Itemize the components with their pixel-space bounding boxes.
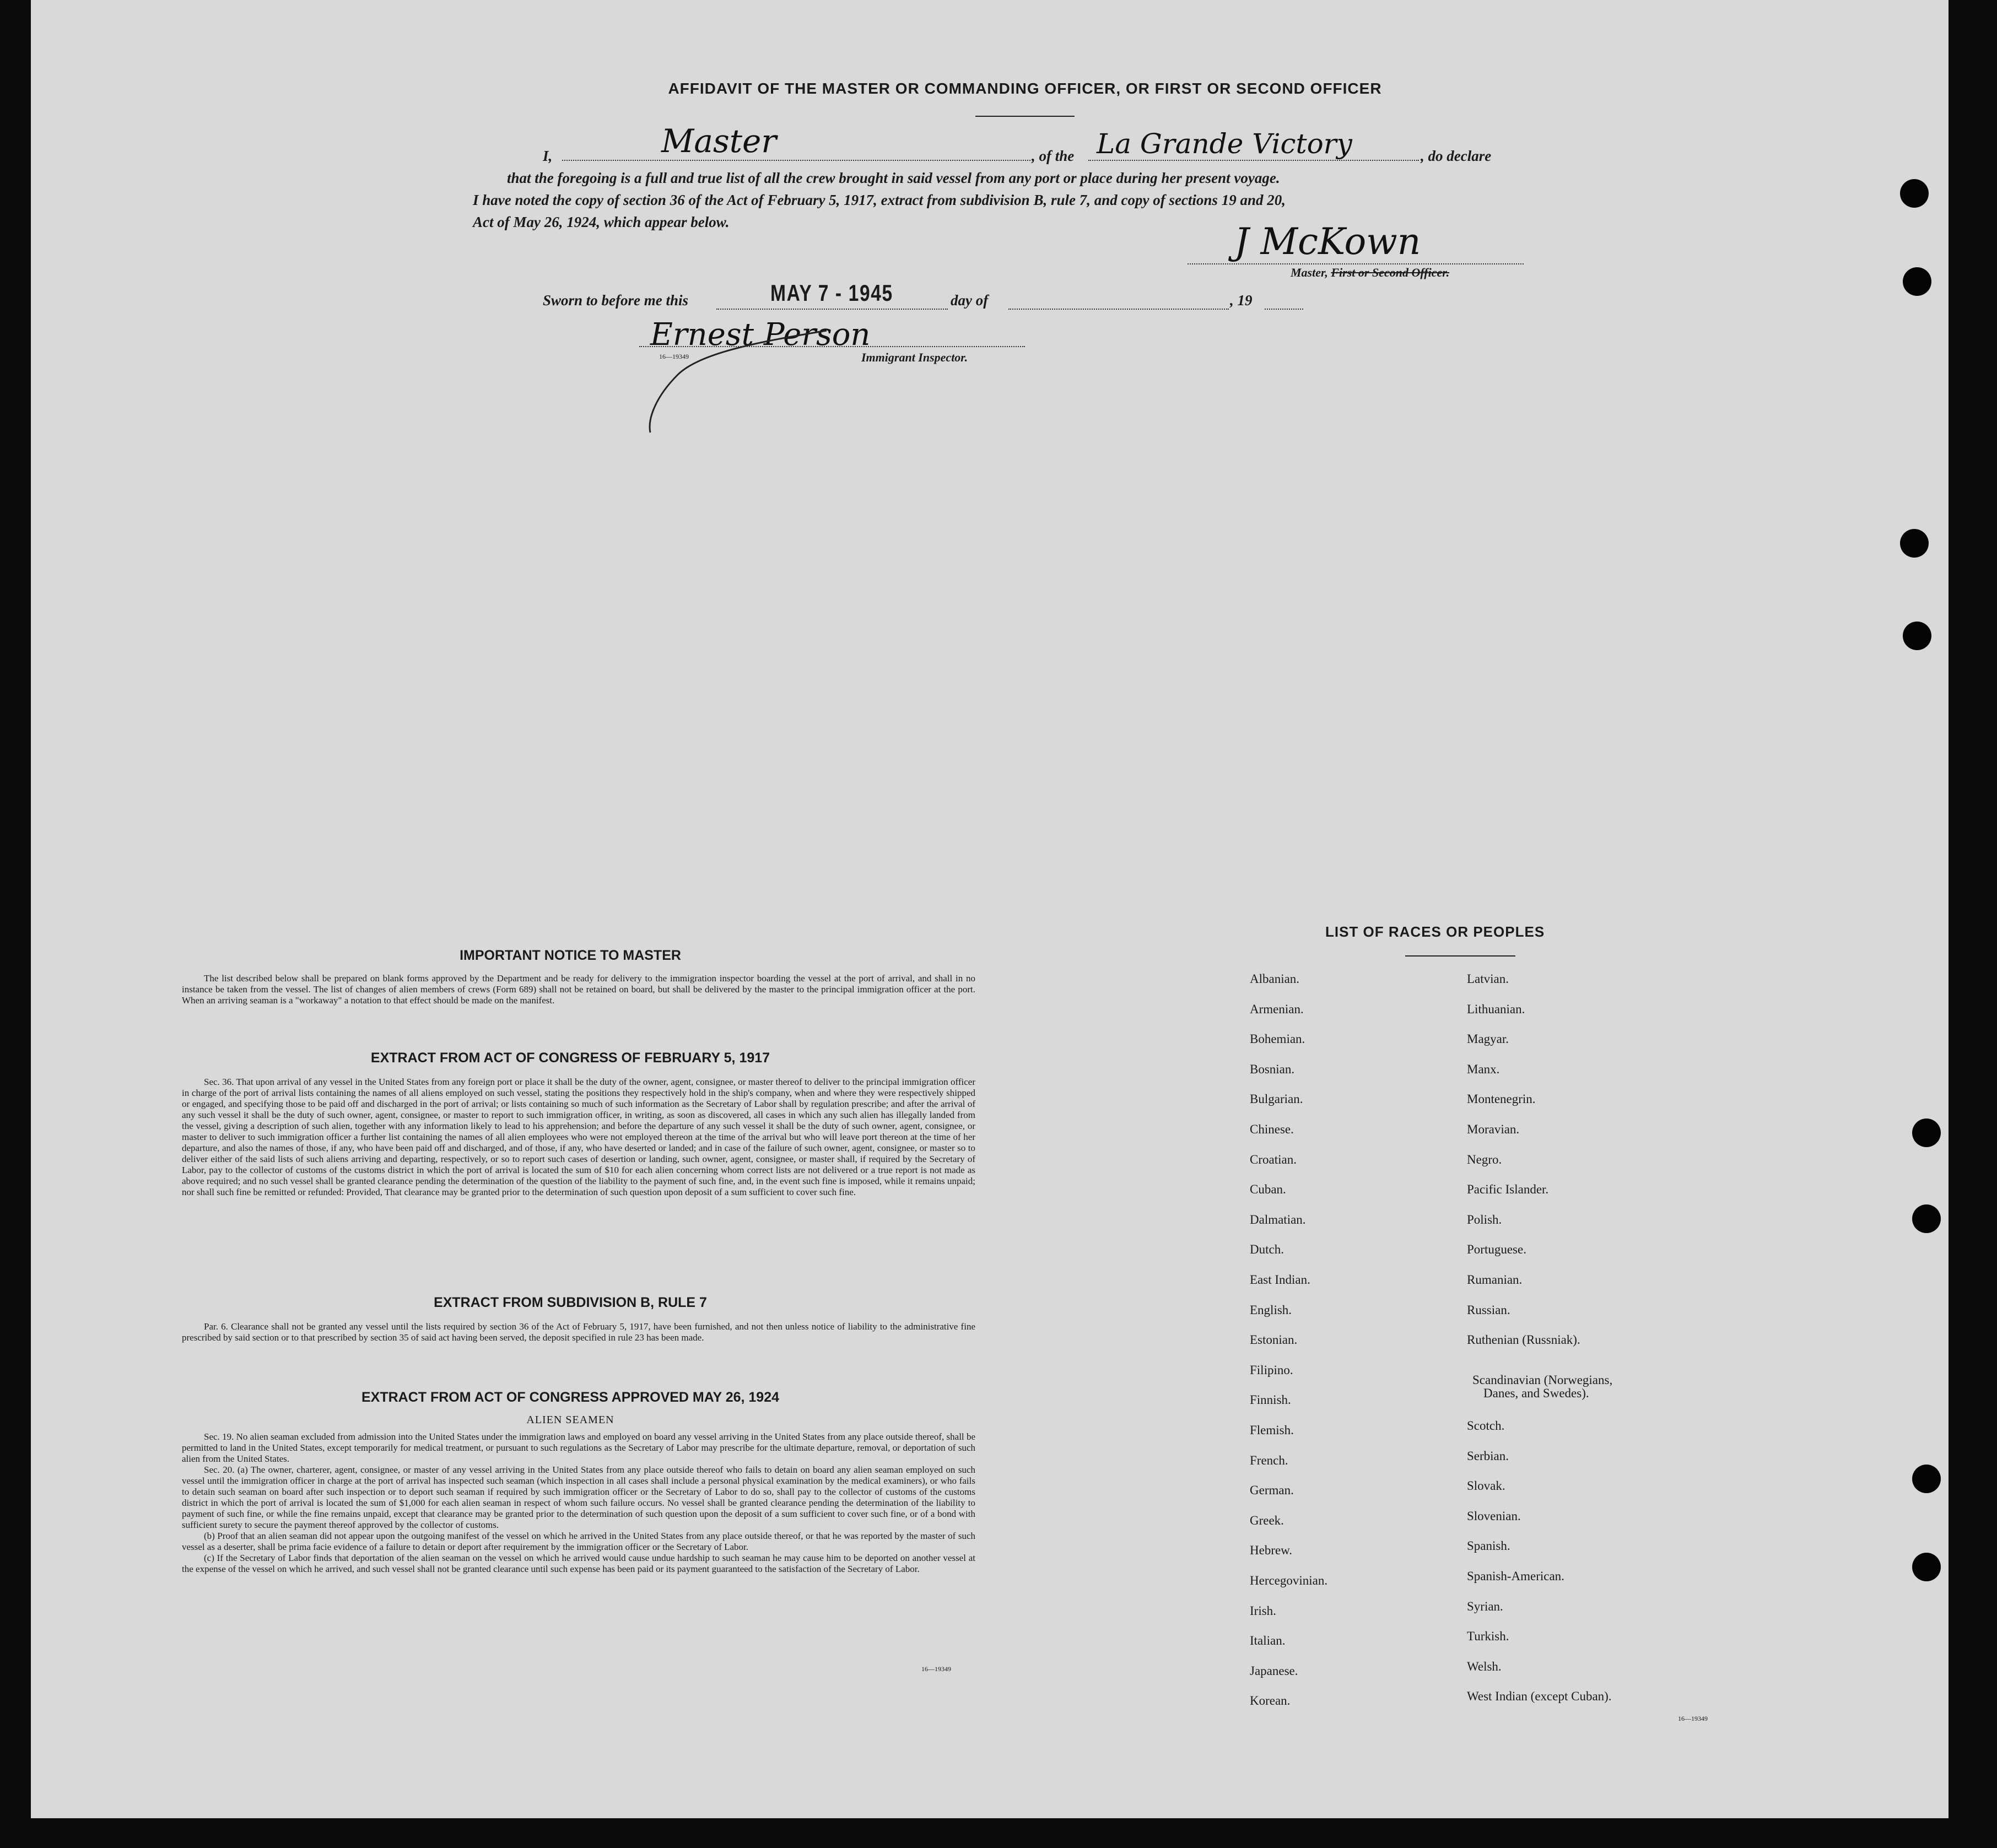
affidavit-line-4: Act of May 26, 1924, which appear below. — [473, 214, 730, 230]
affidavit-line-2: that the foregoing is a full and true list of all the crew brought in said vessel from any port or place during her present voyage. — [507, 170, 1280, 186]
race-item-right: Montenegrin. — [1467, 1092, 1536, 1106]
act-1924-title: EXTRACT FROM ACT OF CONGRESS APPROVED MAY 26, 1924 — [361, 1390, 780, 1405]
race-item-right: Rumanian. — [1467, 1273, 1523, 1287]
race-item-right: Moravian. — [1467, 1122, 1520, 1136]
races-title: LIST OF RACES OR PEOPLES — [1325, 923, 1545, 940]
punch-hole — [1903, 267, 1931, 296]
race-item-left: East Indian. — [1250, 1273, 1310, 1287]
races-title-underline — [1405, 955, 1515, 957]
inspector-signature: Ernest Person — [650, 317, 871, 353]
race-item-right: Polish. — [1467, 1212, 1502, 1226]
punch-hole — [1900, 529, 1929, 558]
punch-hole — [1912, 1465, 1941, 1493]
race-item-left: German. — [1250, 1483, 1294, 1498]
races-form-number: 16—19349 — [1678, 1715, 1708, 1722]
sec-20b-body: (b) Proof that an alien seaman did not appear upon the outgoing manifest of the vessel on which he arrived in the United States from any place outside thereof, or that he was reported by the master of such vessel as a deserter, shall be prima facie evidence of a failure to detain or deport after requirement by the immigration officer or the Secretary of Labor. — [182, 1531, 975, 1552]
race-item-left: Greek. — [1250, 1513, 1284, 1527]
race-item-right: Spanish-American. — [1467, 1569, 1564, 1583]
race-item-left: Finnish. — [1250, 1393, 1291, 1407]
race-item-right: Magyar. — [1467, 1032, 1509, 1046]
race-item-right: Turkish. — [1467, 1629, 1509, 1644]
master-caption-master: Master, — [1291, 266, 1328, 279]
race-item-right: Slovenian. — [1467, 1509, 1521, 1523]
punch-hole — [1900, 179, 1929, 208]
race-item-right: West Indian (except Cuban). — [1467, 1689, 1612, 1704]
race-item-right: Lithuanian. — [1467, 1002, 1525, 1016]
act-1924-subtitle: ALIEN SEAMEN — [526, 1414, 614, 1426]
inspector-signature-flourish — [595, 314, 926, 435]
race-item-left: Dalmatian. — [1250, 1212, 1306, 1226]
race-item-left: Albanian. — [1250, 972, 1300, 986]
sec-20c-body: (c) If the Secretary of Labor finds that deportation of the alien seaman on the vessel on which he arrived would cause undue hardship to such seaman he may cause him to be deported on another vessel at the expense of the vessel on which he arrived, and such vessel shall not be granted clearance until such expense has been paid or its payment guaranteed to the satisfaction of the Secretary of Labor. — [182, 1553, 975, 1574]
act-1917-title: EXTRACT FROM ACT OF CONGRESS OF FEBRUARY 5, 1917 — [370, 1050, 770, 1066]
race-item-left: Bulgarian. — [1250, 1092, 1303, 1106]
master-caption — [1291, 266, 1449, 280]
race-item-left: Korean. — [1250, 1694, 1291, 1708]
notice-body: The list described below shall be prepared on blank forms approved by the Department and be ready for delivery to the immigration inspector boarding the vessel at the port of arrival, and shall in no instance be taken from the vessel. The list of changes of alien members of crews (Form 689) shall not be retained on board, but shall be delivered by the master to the principal immigration officer at the port. When an arriving seaman is a "workaway" a notation to that effect should be made on the manifest. — [182, 973, 975, 1006]
affidavit-of-the: , of the — [1032, 148, 1075, 164]
affidavit-i-label: I, — [543, 148, 553, 164]
affidavit-title: AFFIDAVIT OF THE MASTER OR COMMANDING OFFICER, OR FIRST OR SECOND OFFICER — [668, 80, 1382, 97]
race-item-right: Slovak. — [1467, 1479, 1505, 1493]
inspector-signature-line — [639, 346, 1025, 347]
race-item-continuation: Danes, and Swedes). — [1483, 1386, 1589, 1400]
master-signature: J McKown — [1234, 220, 1421, 263]
race-item-right: Portuguese. — [1467, 1242, 1526, 1257]
race-item-left: Filipino. — [1250, 1363, 1293, 1377]
sec-19-body: Sec. 19. No alien seaman excluded from admission into the United States under the immigration laws and employed on board any vessel arriving in the United States from any place outside thereof, shall be permitted to land in the United States, except temporarily for medical treatment, or pursuant to such regulations as the Secretary of Labor may prescribe for the ultimate departure, removal, or deportation of such alien from the United States. — [182, 1431, 975, 1464]
act-1924-block — [182, 1431, 975, 1575]
sec-20a-body: Sec. 20. (a) The owner, charterer, agent, consignee, or master of any vessel arriving in the United States from any place outside thereof who fails to detain on board any alien seaman employed on such vessel until the immigration officer in charge at the port of arrival has inspected such seaman (which inspection in all cases shall include a personal physical examination by the medical examiners), or who fails to detain such seaman on board after such inspection or to deport such seaman if required by such immigration officer or the Secretary of Labor to do so, shall pay to the collector of customs of the customs district in which the port of arrival is located the sum of $1,000 for each alien seaman in respect of whom such failure occurs. No vessel shall be granted clearance pending the determination of the liability to payment of such fine, or while the fine remains unpaid, except that clearance may be granted prior to the determination of such question upon the deposit of a sum sufficient to cover such fine, or of a bond with sufficient surety to secure the payment thereof approved by the collector of customs. — [182, 1465, 975, 1530]
punch-hole — [1912, 1118, 1941, 1147]
sworn-label: Sworn to before me this — [543, 292, 689, 309]
race-item-left: Irish. — [1250, 1603, 1276, 1618]
act-1917-block — [182, 1077, 975, 1198]
race-item-right: Ruthenian (Russniak). — [1467, 1333, 1580, 1347]
month-blank-line — [1008, 309, 1229, 310]
year-prefix: , 19 — [1230, 292, 1253, 309]
race-item-right: Latvian. — [1467, 972, 1509, 986]
race-item-left: Cuban. — [1250, 1182, 1286, 1197]
race-item-left: Dutch. — [1250, 1242, 1284, 1257]
race-item-left: Bohemian. — [1250, 1032, 1305, 1046]
handwritten-vessel-name: La Grande Victory — [1097, 128, 1352, 160]
punch-hole — [1912, 1204, 1941, 1233]
race-item-left: Hebrew. — [1250, 1543, 1293, 1558]
race-item-left: Estonian. — [1250, 1333, 1298, 1347]
notice-form-number: 16—19349 — [921, 1665, 951, 1673]
race-item-left: Armenian. — [1250, 1002, 1304, 1016]
race-item-right: Scotch. — [1467, 1419, 1505, 1433]
race-item-right: Negro. — [1467, 1152, 1502, 1166]
day-of-label: day of — [951, 292, 989, 309]
date-stamp: MAY 7 - 1945 — [770, 280, 893, 306]
rule-7-block — [182, 1321, 975, 1343]
sworn-date-line — [716, 309, 948, 310]
race-item-right: Pacific Islander. — [1467, 1182, 1549, 1197]
race-item-right: Manx. — [1467, 1062, 1500, 1076]
master-caption-struck: First or Second Officer. — [1331, 266, 1450, 279]
race-item-right: Scandinavian (Norwegians, — [1472, 1373, 1613, 1387]
affidavit-line-3: I have noted the copy of section 36 of the Act of February 5, 1917, extract from subdivision B, rule 7, and copy of sections 19 and 20, — [473, 192, 1286, 208]
notice-body-block — [182, 973, 975, 1006]
race-item-left: Hercegovinian. — [1250, 1574, 1328, 1587]
notice-title: IMPORTANT NOTICE TO MASTER — [460, 948, 681, 963]
act-1917-body: Sec. 36. That upon arrival of any vessel in the United States from any foreign port or place it shall be the duty of the owner, agent, consignee, or master thereof to deliver to the principal immigration officer in charge of the port of arrival lists containing the names of all aliens employed on such vessel, stating the positions they respectively hold in the ship's company, when and where they were respectively shipped or engaged, and specifying those to be paid off and discharged in the port of arrival; or lists containing so much of such information as the Secretary of Labor shall by regulation prescribe; and after the arrival of any such vessel it shall be the duty of such owner, agent, consignee, or master to report to such immigration officer, in writing, as soon as discovered, all cases in which any such alien has illegally landed from the vessel, giving a description of such alien, together with any information likely to lead to his apprehension; and before the departure of any such vessel it shall be the duty of such owner, agent, consignee, or master to deliver to such immigration officer a further list containing the names of all alien employees who were not employed thereon at the time of the arrival but who will leave port thereon at the time of her departure, and also the names of those, if any, who have been paid off and discharged, and of those, if any, who have deserted or landed; and in case of the failure of such owner, agent, consignee, or master so to deliver either of the said lists of such aliens arriving and departing, respectively, or so to report such cases of desertion or landing, such owner, agent, consignee, or master shall, if required by the Secretary of Labor, pay to the collector of customs of the customs district in which the port of arrival is located the sum of $10 for each alien concerning whom correct lists are not delivered or a true report is not made as above required; and no such vessel shall be granted clearance pending the determination of the question of the liability to the payment of such fine, and, in the event such fine is imposed, while it remains unpaid; nor shall such fine be remitted or refunded: Provided, That clearance may be granted prior to the determination of such question upon deposit of a sum sufficient to cover such fine. — [182, 1077, 975, 1197]
rule-7-body: Par. 6. Clearance shall not be granted any vessel until the lists required by section 36 of the Act of February 5, 1917, have been furnished, and not then unless notice of liability to the administrative fine prescribed by said section or to that prescribed by section 35 of said act having been served, the deposit specified in rule 23 has been made. — [182, 1321, 975, 1343]
title-underline — [975, 116, 1075, 117]
affidavit-do-declare: , do declare — [1421, 148, 1492, 164]
race-item-left: Flemish. — [1250, 1423, 1294, 1437]
race-item-left: Croatian. — [1250, 1152, 1297, 1166]
race-item-right: Russian. — [1467, 1303, 1510, 1317]
vessel-blank-line — [1088, 160, 1419, 161]
race-item-right: Spanish. — [1467, 1539, 1510, 1553]
rule-7-title: EXTRACT FROM SUBDIVISION B, RULE 7 — [434, 1295, 707, 1310]
race-item-left: English. — [1250, 1303, 1292, 1317]
year-blank-line — [1265, 309, 1303, 310]
race-item-left: Chinese. — [1250, 1122, 1294, 1136]
inspector-form-number: 16—19349 — [659, 353, 689, 360]
race-item-left: French. — [1250, 1453, 1288, 1467]
handwritten-rank: Master — [661, 122, 777, 160]
rank-blank-line — [562, 160, 1030, 161]
race-item-right: Welsh. — [1467, 1659, 1502, 1673]
punch-hole — [1903, 622, 1931, 650]
master-signature-line — [1188, 263, 1524, 264]
inspector-caption: Immigrant Inspector. — [861, 350, 968, 364]
race-item-right: Syrian. — [1467, 1599, 1503, 1613]
race-item-right: Serbian. — [1467, 1449, 1509, 1463]
race-item-left: Bosnian. — [1250, 1062, 1295, 1076]
punch-hole — [1912, 1553, 1941, 1581]
race-item-left: Italian. — [1250, 1634, 1286, 1648]
race-item-left: Japanese. — [1250, 1663, 1298, 1678]
